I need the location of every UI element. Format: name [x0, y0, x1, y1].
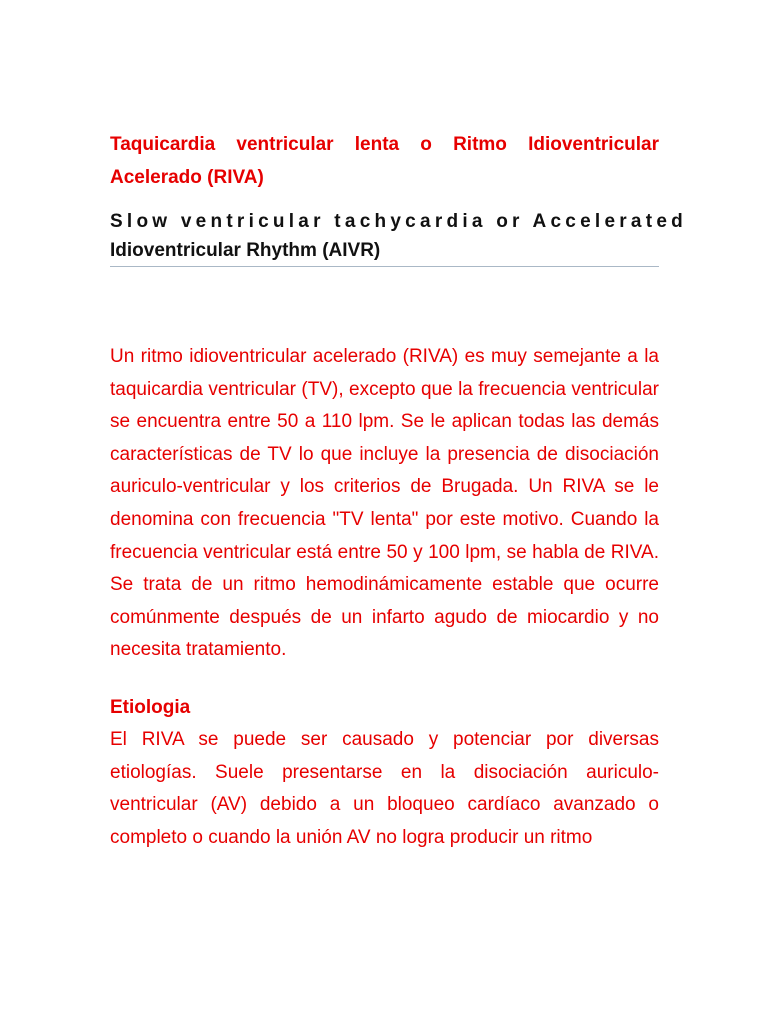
title-divider: [110, 266, 659, 267]
title-english: [110, 207, 687, 266]
title-english-line-2: Idioventricular Rhythm (AIVR): [110, 240, 381, 261]
document-page: [110, 128, 687, 854]
section-heading-etiologia: Etiologia: [110, 696, 191, 718]
intro-paragraph: Un ritmo idioventricular acelerado (RIVA) es muy semejante a la taquicardia ventricular (TV), excepto que la frecuencia ventricular se encuentra entre 50 a 110 lpm. Se le aplican todas las demás características de TV lo que incluye la presencia de disociación auriculo-ventricular y los criterios de Brugada. Un RIVA se le denomina con frecuencia "TV lenta" por este motivo. Cuando la frecuencia ventricular está entre 50 y 100 lpm, se habla de RIVA. Se trata de un ritmo hemodinámicamente estable que ocurre comúnmente después de un infarto agudo de miocardio y no necesita tratamiento.: [110, 346, 659, 661]
title-english-line-1: Slow ventricular tachycardia or Accelerated: [110, 211, 687, 232]
etiologia-paragraph: El RIVA se puede ser causado y potenciar por diversas etiologías. Suele presentarse en la disociación auriculo-ventricular (AV) debido a un bloqueo cardíaco avanzado o completo o cuando la unión AV no logra producir un ritmo: [110, 728, 659, 848]
title-spanish: Taquicardia ventricular lenta o Ritmo Idioventricular Acelerado (RIVA): [110, 134, 659, 188]
